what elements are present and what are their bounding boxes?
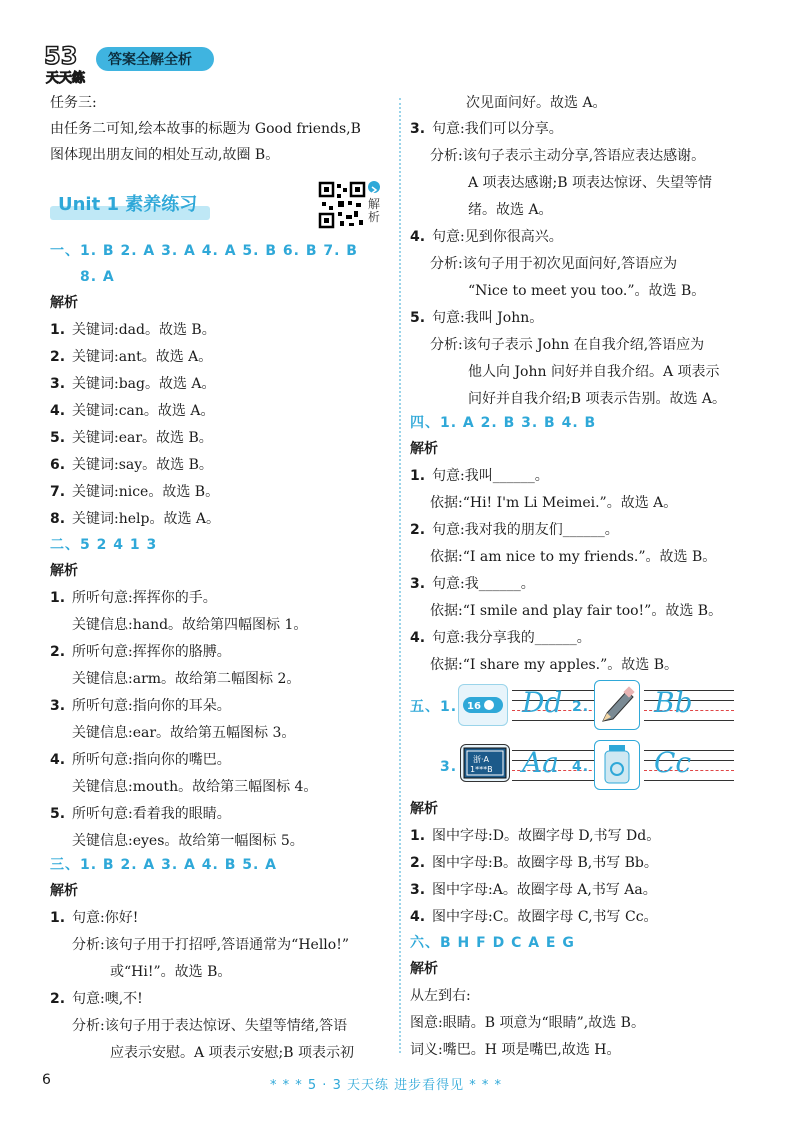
list-item: 3. 图中字母:A。故圈字母 A,书写 Aa。	[410, 882, 657, 898]
section1-answers-cont: 8. A	[80, 269, 115, 285]
handwritten-letters: Dd	[522, 686, 563, 719]
list-item-detail: 关键信息:ear。故给第五幅图标 3。	[72, 725, 296, 741]
list-item: 4. 关键词:can。故选 A。	[50, 403, 215, 419]
page-number: 6	[42, 1072, 51, 1088]
list-item: 1. 所听句意:挥挥你的手。	[50, 590, 217, 606]
jiexi-label: 解析	[410, 441, 438, 457]
list-item: 4. 图中字母:C。故圈字母 C,书写 Cc。	[410, 909, 658, 925]
list-item: 图意:眼睛。B 项意为“眼睛”,故选 B。	[410, 1015, 645, 1031]
list-item: 6. 关键词:say。故选 B。	[50, 457, 213, 473]
list-item-detail: 分析:该句子表示主动分享,答语应表达感谢。	[430, 148, 706, 164]
list-item-detail: 次见面问好。故选 A。	[466, 95, 607, 111]
list-item-detail: 分析:该句子用于表达惊讶、失望等情绪,答语	[72, 1018, 348, 1034]
list-item: 5. 所听句意:看着我的眼睛。	[50, 806, 231, 822]
list-item: 1. 句意:你好!	[50, 910, 139, 926]
footer-slogan: * * * 5 · 3 天天练 进步看得见 * * *	[270, 1078, 502, 1093]
list-item-detail: 绪。故选 A。	[468, 202, 553, 218]
list-item: 5. 句意:我叫 John。	[410, 310, 544, 326]
pencil-card-icon	[594, 680, 640, 730]
list-item-detail: “Nice to meet you too.”。故选 B。	[468, 283, 706, 299]
handwritten-letters: Bb	[654, 686, 693, 719]
list-item-detail: 关键信息:arm。故给第二幅图标 2。	[72, 671, 301, 687]
list-item: 2. 关键词:ant。故选 A。	[50, 349, 213, 365]
header-badge	[96, 47, 214, 71]
list-item-detail: 依据:“I smile and play fair too!”。故选 B。	[430, 603, 723, 619]
task-text: 图体现出朋友间的相处互动,故圈 B。	[50, 147, 280, 163]
list-item: 4. 所听句意:指向你的嘴巴。	[50, 752, 231, 768]
task-title: 任务三:	[50, 95, 97, 111]
list-item-detail: 或“Hi!”。故选 B。	[110, 964, 232, 980]
list-item-detail: 关键信息:eyes。故给第一幅图标 5。	[72, 833, 304, 849]
list-item: 1. 句意:我叫______。	[410, 468, 549, 484]
section5-item-label: 2.	[572, 699, 590, 715]
section1-answers: 一、1. B 2. A 3. A 4. A 5. B 6. B 7. B	[50, 243, 358, 259]
unit-title: Unit 1 素养练习	[58, 194, 198, 215]
list-item-detail: 分析:该句子用于初次见面问好,答语应为	[430, 256, 678, 272]
section6-answers: 六、B H F D C A E G	[410, 935, 575, 951]
list-item: 2. 句意:噢,不!	[50, 991, 143, 1007]
header-badge-label: 答案全解全析	[108, 52, 192, 68]
svg-text:天天练: 天天练	[46, 71, 86, 86]
section4-answers: 四、1. A 2. B 3. B 4. B	[410, 415, 597, 431]
logo	[42, 40, 98, 88]
list-item-detail: 关键信息:hand。故给第四幅图标 1。	[72, 617, 308, 633]
list-item-detail: 依据:“I am nice to my friends.”。故选 B。	[430, 549, 717, 565]
list-item: 2. 图中字母:B。故圈字母 B,书写 Bb。	[410, 855, 658, 871]
list-item: 5. 关键词:ear。故选 B。	[50, 430, 213, 446]
section5-item-label: 3.	[440, 759, 458, 775]
list-item: 2. 句意:我对我的朋友们______。	[410, 522, 619, 538]
handwritten-letters: Aa	[522, 746, 559, 779]
qr-code-icon[interactable]	[318, 181, 366, 229]
unit-banner	[50, 188, 210, 220]
section5-item-label: 4.	[572, 759, 590, 775]
list-item: 3. 所听句意:指向你的耳朵。	[50, 698, 231, 714]
clock-card-icon	[458, 684, 508, 726]
task-text: 由任务二可知,绘本故事的标题为 Good friends,B	[50, 121, 361, 137]
list-item-detail: 依据:“I share my apples.”。故选 B。	[430, 657, 679, 673]
arrow-right-icon	[368, 181, 380, 193]
jar-card-icon	[594, 740, 640, 790]
plate-text-top: 浙·A	[473, 755, 490, 764]
list-item: 3. 关键词:bag。故选 A。	[50, 376, 216, 392]
jiexi-label: 解析	[50, 883, 78, 899]
svg-text:53: 53	[44, 42, 78, 70]
qr-label: 解析	[368, 197, 381, 224]
jiexi-label: 解析	[50, 563, 78, 579]
list-item-detail: 应表示安慰。A 项表示安慰;B 项表示初	[110, 1045, 355, 1061]
license-plate-icon	[460, 744, 510, 782]
list-item: 1. 关键词:dad。故选 B。	[50, 322, 216, 338]
list-item: 8. 关键词:help。故选 A。	[50, 511, 221, 527]
section2-answers: 二、5 2 4 1 3	[50, 537, 158, 553]
jiexi-label: 解析	[410, 801, 438, 817]
list-item: 从左到右:	[410, 988, 471, 1004]
list-item-detail: 分析:该句子用于打招呼,答语通常为“Hello!”	[72, 937, 349, 953]
list-item: 4. 句意:我分享我的______。	[410, 630, 591, 646]
list-item-detail: A 项表达感谢;B 项表达惊讶、失望等情	[468, 175, 713, 191]
list-item: 3. 句意:我______。	[410, 576, 535, 592]
jiexi-label: 解析	[50, 295, 78, 311]
jiexi-label: 解析	[410, 961, 438, 977]
column-divider	[399, 98, 401, 1053]
section3-answers: 三、1. B 2. A 3. A 4. B 5. A	[50, 857, 278, 873]
clock-card-text: 16	[467, 701, 481, 712]
list-item-detail: 依据:“Hi! I'm Li Meimei.”。故选 A。	[430, 495, 678, 511]
list-item-detail: 分析:该句子表示 John 在自我介绍,答语应为	[430, 337, 705, 353]
list-item: 词义:嘴巴。H 项是嘴巴,故选 H。	[410, 1042, 621, 1058]
list-item: 7. 关键词:nice。故选 B。	[50, 484, 220, 500]
list-item: 1. 图中字母:D。故圈字母 D,书写 Dd。	[410, 828, 661, 844]
section5-label: 五、1.	[410, 699, 458, 715]
list-item: 2. 所听句意:挥挥你的胳膊。	[50, 644, 231, 660]
plate-text-bottom: 1***B	[470, 765, 493, 774]
handwritten-letters: Cc	[654, 746, 692, 779]
list-item-detail: 关键信息:mouth。故给第三幅图标 4。	[72, 779, 318, 795]
list-item: 3. 句意:我们可以分享。	[410, 121, 563, 137]
list-item-detail: 问好并自我介绍;B 项表示告别。故选 A。	[468, 391, 727, 407]
list-item-detail: 他人向 John 问好并自我介绍。A 项表示	[468, 364, 720, 380]
list-item: 4. 句意:见到你很高兴。	[410, 229, 563, 245]
